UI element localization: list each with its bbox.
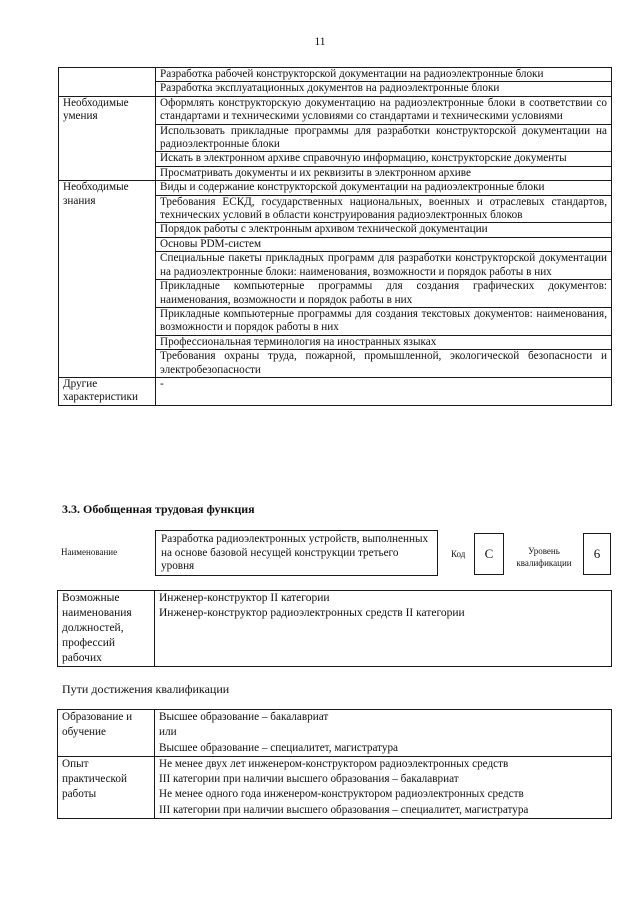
- list-item: Разработка эксплуатационных документов на радиоэлектронные блоки: [156, 82, 612, 96]
- position-line: Инженер-конструктор радиоэлектронных средств II категории: [159, 607, 465, 619]
- list-item: Использовать прикладные программы для разработки конструкторской документации на радиоэлектронные блоки: [156, 124, 612, 152]
- qualification-paths-table: [57, 709, 612, 819]
- page-number: 11: [314, 36, 326, 48]
- experience-line: Не менее двух лет инженером-конструктором радиоэлектронных средств: [159, 757, 509, 770]
- table-row: [59, 377, 612, 405]
- table-row: [58, 756, 612, 818]
- list-item: Профессиональная терминология на иностранных языках: [156, 335, 612, 349]
- row-label: [59, 68, 156, 97]
- list-item: Виды и содержание конструкторской документации на радиоэлектронные блоки: [156, 181, 612, 195]
- level-value: 6: [583, 533, 611, 575]
- table-row: [59, 96, 612, 124]
- experience-line: Не менее одного года инженером-конструктором радиоэлектронных средств: [159, 788, 524, 801]
- education-line: или: [159, 726, 177, 739]
- list-item: Требования ЕСКД, государственных национальных, военных и отраслевых стандартов, технических условий в области конструирования радиоэлектронных блоков: [156, 195, 612, 223]
- education-line: Высшее образование – бакалавриат: [159, 711, 329, 723]
- table-row: [59, 68, 612, 82]
- list-item: Прикладные компьютерные программы для создания графических документов: наименования, возможности и порядок работы в них: [156, 280, 612, 308]
- code-value: С: [474, 533, 504, 575]
- table-row: [58, 591, 612, 667]
- education-label: Образование и обучение: [58, 710, 155, 757]
- positions-label: Возможные наименования должностей, профессий рабочих: [58, 591, 155, 667]
- table-row: [59, 181, 612, 195]
- name-value: Разработка радиоэлектронных устройств, выполненных на основе базовой несущей конструкции третьего уровня: [155, 530, 438, 576]
- list-item: Искать в электронном архиве справочную информацию, конструкторские документы: [156, 152, 612, 166]
- labor-function-table: [58, 67, 612, 406]
- list-item: Оформлять конструкторскую документацию на радиоэлектронные блоки в соответствии со стандартами и техническими условиями со стандартами и техническими условиями: [156, 96, 612, 124]
- list-item: Специальные пакеты прикладных программ для разработки конструкторской документации на радиоэлектронные блоки: наименования, возможности и порядок работы в них: [156, 252, 612, 280]
- row-label-other: Другие характеристики: [59, 377, 156, 405]
- experience-line: III категории при наличии высшего образования – бакалавриат: [159, 773, 459, 786]
- row-label-skills: Необходимые умения: [59, 96, 156, 180]
- list-item: Прикладные компьютерные программы для создания текстовых документов: наименования, возможности и порядок работы в них: [156, 307, 612, 335]
- name-label: Наименование: [61, 547, 118, 557]
- list-item: Основы PDM-систем: [156, 237, 612, 251]
- position-line: Инженер-конструктор II категории: [159, 592, 330, 604]
- experience-label: Опыт практической работы: [58, 756, 155, 818]
- education-value: [155, 710, 612, 757]
- experience-value: [155, 756, 612, 818]
- list-item: Требования охраны труда, пожарной, промышленной, экологической безопасности и электробезопасности: [156, 350, 612, 378]
- education-line: Высшее образование – специалитет, магистратура: [159, 741, 399, 754]
- row-label-knowledge: Необходимые знания: [59, 181, 156, 378]
- paths-title: Пути достижения квалификации: [62, 682, 230, 696]
- positions-table: [57, 590, 612, 667]
- table-row: [58, 710, 612, 757]
- experience-line: III категории при наличии высшего образования – специалитет, магистратура: [159, 803, 529, 816]
- section-title: 3.3. Обобщенная трудовая функция: [62, 502, 255, 516]
- list-item: -: [156, 377, 612, 405]
- positions-value: [155, 591, 612, 667]
- list-item: Порядок работы с электронным архивом технической документации: [156, 223, 612, 237]
- level-label: Уровень квалификации: [516, 546, 572, 568]
- code-label: Код: [451, 549, 466, 559]
- list-item: Разработка рабочей конструкторской документации на радиоэлектронные блоки: [156, 68, 612, 82]
- list-item: Просматривать документы и их реквизиты в электронном архиве: [156, 166, 612, 180]
